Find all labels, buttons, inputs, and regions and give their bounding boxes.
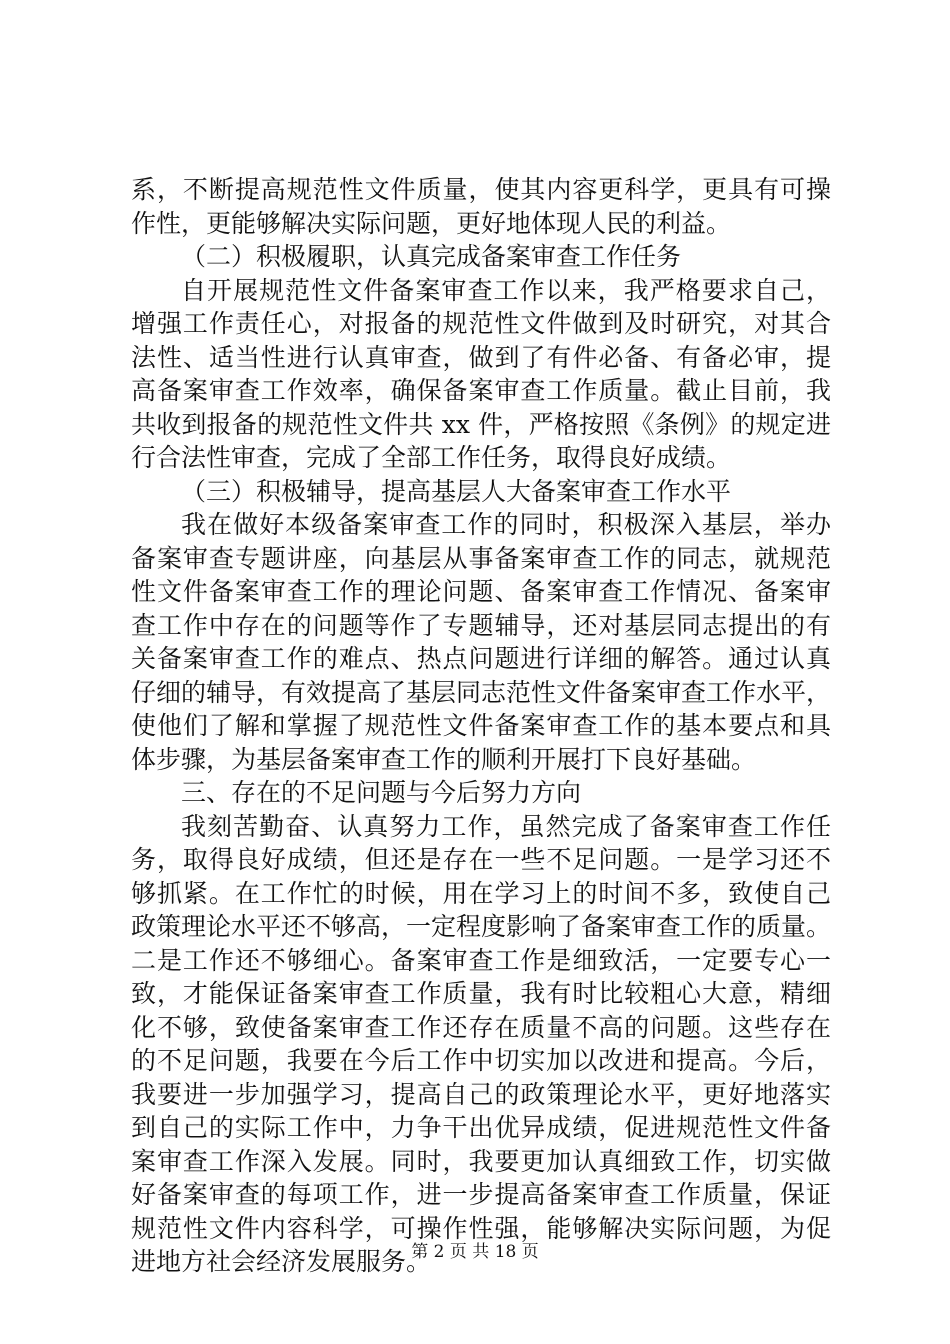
text-line: 案审查工作深入发展。同时，我要更加认真细致工作，切实做 [131,1146,831,1176]
body-text [131,173,831,1279]
section-heading: 三、存在的不足问题与今后努力方向 [181,778,582,807]
page-number: 第 2 页 共 18 页 [411,1242,539,1262]
text-line: 二是工作还不够细心。备案审查工作是细致活，一定要专心一 [131,945,831,975]
text-line: 法性、适当性进行认真审查，做到了有件必备、有备必审，提 [131,342,831,372]
text-line: 系，不断提高规范性文件质量，使其内容更科学，更具有可操 [131,175,831,204]
text-line: 查工作中存在的问题等作了专题辅导，还对基层同志提出的有 [131,610,831,640]
text-line: 增强工作责任心，对报备的规范性文件做到及时研究，对其合 [131,309,831,338]
text-line: 我要进一步加强学习，提高自己的政策理论水平，更好地落实 [131,1079,831,1109]
text-line: 化不够，致使备案审查工作还存在质量不高的问题。这些存在 [131,1012,831,1042]
page-footer [0,1240,950,1264]
text-line: 进地方社会经济发展服务。 [131,1247,432,1276]
text-line: 仔细的辅导，有效提高了基层同志范性文件备案审查工作水平， [131,677,832,707]
text-line: 好备案审查的每项工作，进一步提高备案审查工作质量，保证 [131,1180,831,1209]
text-line: 规范性文件内容科学，可操作性强，能够解决实际问题，为促 [131,1213,831,1243]
text-line: 备案审查专题讲座，向基层从事备案审查工作的同志，就规范 [131,543,831,573]
text-line: 政策理论水平还不够高，一定程度影响了备案审查工作的质量。 [131,912,832,941]
text-line: 自开展规范性文件备案审查工作以来，我严格要求自己， [181,275,831,305]
text-line: 致，才能保证备案审查工作质量，我有时比较粗心大意，精细 [131,979,831,1008]
text-line: 的不足问题，我要在今后工作中切实加以改进和提高。今后， [131,1046,831,1075]
text-line: 行合法性审查，完成了全部工作任务，取得良好成绩。 [131,443,732,472]
text-line: 我刻苦勤奋、认真努力工作，虽然完成了备案审查工作任 [181,811,831,841]
section-heading: （二）积极履职，认真完成备案审查工作任务 [181,242,682,271]
section-heading: （三）积极辅导，提高基层人大备案审查工作水平 [181,476,732,506]
text-line: 高备案审查工作效率，确保备案审查工作质量。截止目前，我 [131,376,831,405]
text-line: 到自己的实际工作中，力争干出优异成绩，促进规范性文件备 [131,1113,831,1142]
text-line: 我在做好本级备案审查工作的同时，积极深入基层，举办 [181,510,831,539]
text-line: 共收到报备的规范性文件共 xx 件，严格按照《条例》的规定进 [131,409,831,439]
text-line: 务，取得良好成绩，但还是存在一些不足问题。一是学习还不 [131,845,831,874]
text-line: 使他们了解和掌握了规范性文件备案审查工作的基本要点和具 [131,711,831,740]
text-line: 够抓紧。在工作忙的时候，用在学习上的时间不多，致使自己 [131,878,831,908]
text-line: 关备案审查工作的难点、热点问题进行详细的解答。通过认真 [131,644,831,673]
text-line: 体步骤，为基层备案审查工作的顺利开展打下良好基础。 [131,744,757,774]
text-line: 作性，更能够解决实际问题，更好地体现人民的利益。 [131,208,732,238]
text-line: 性文件备案审查工作的理论问题、备案审查工作情况、备案审 [131,577,831,606]
